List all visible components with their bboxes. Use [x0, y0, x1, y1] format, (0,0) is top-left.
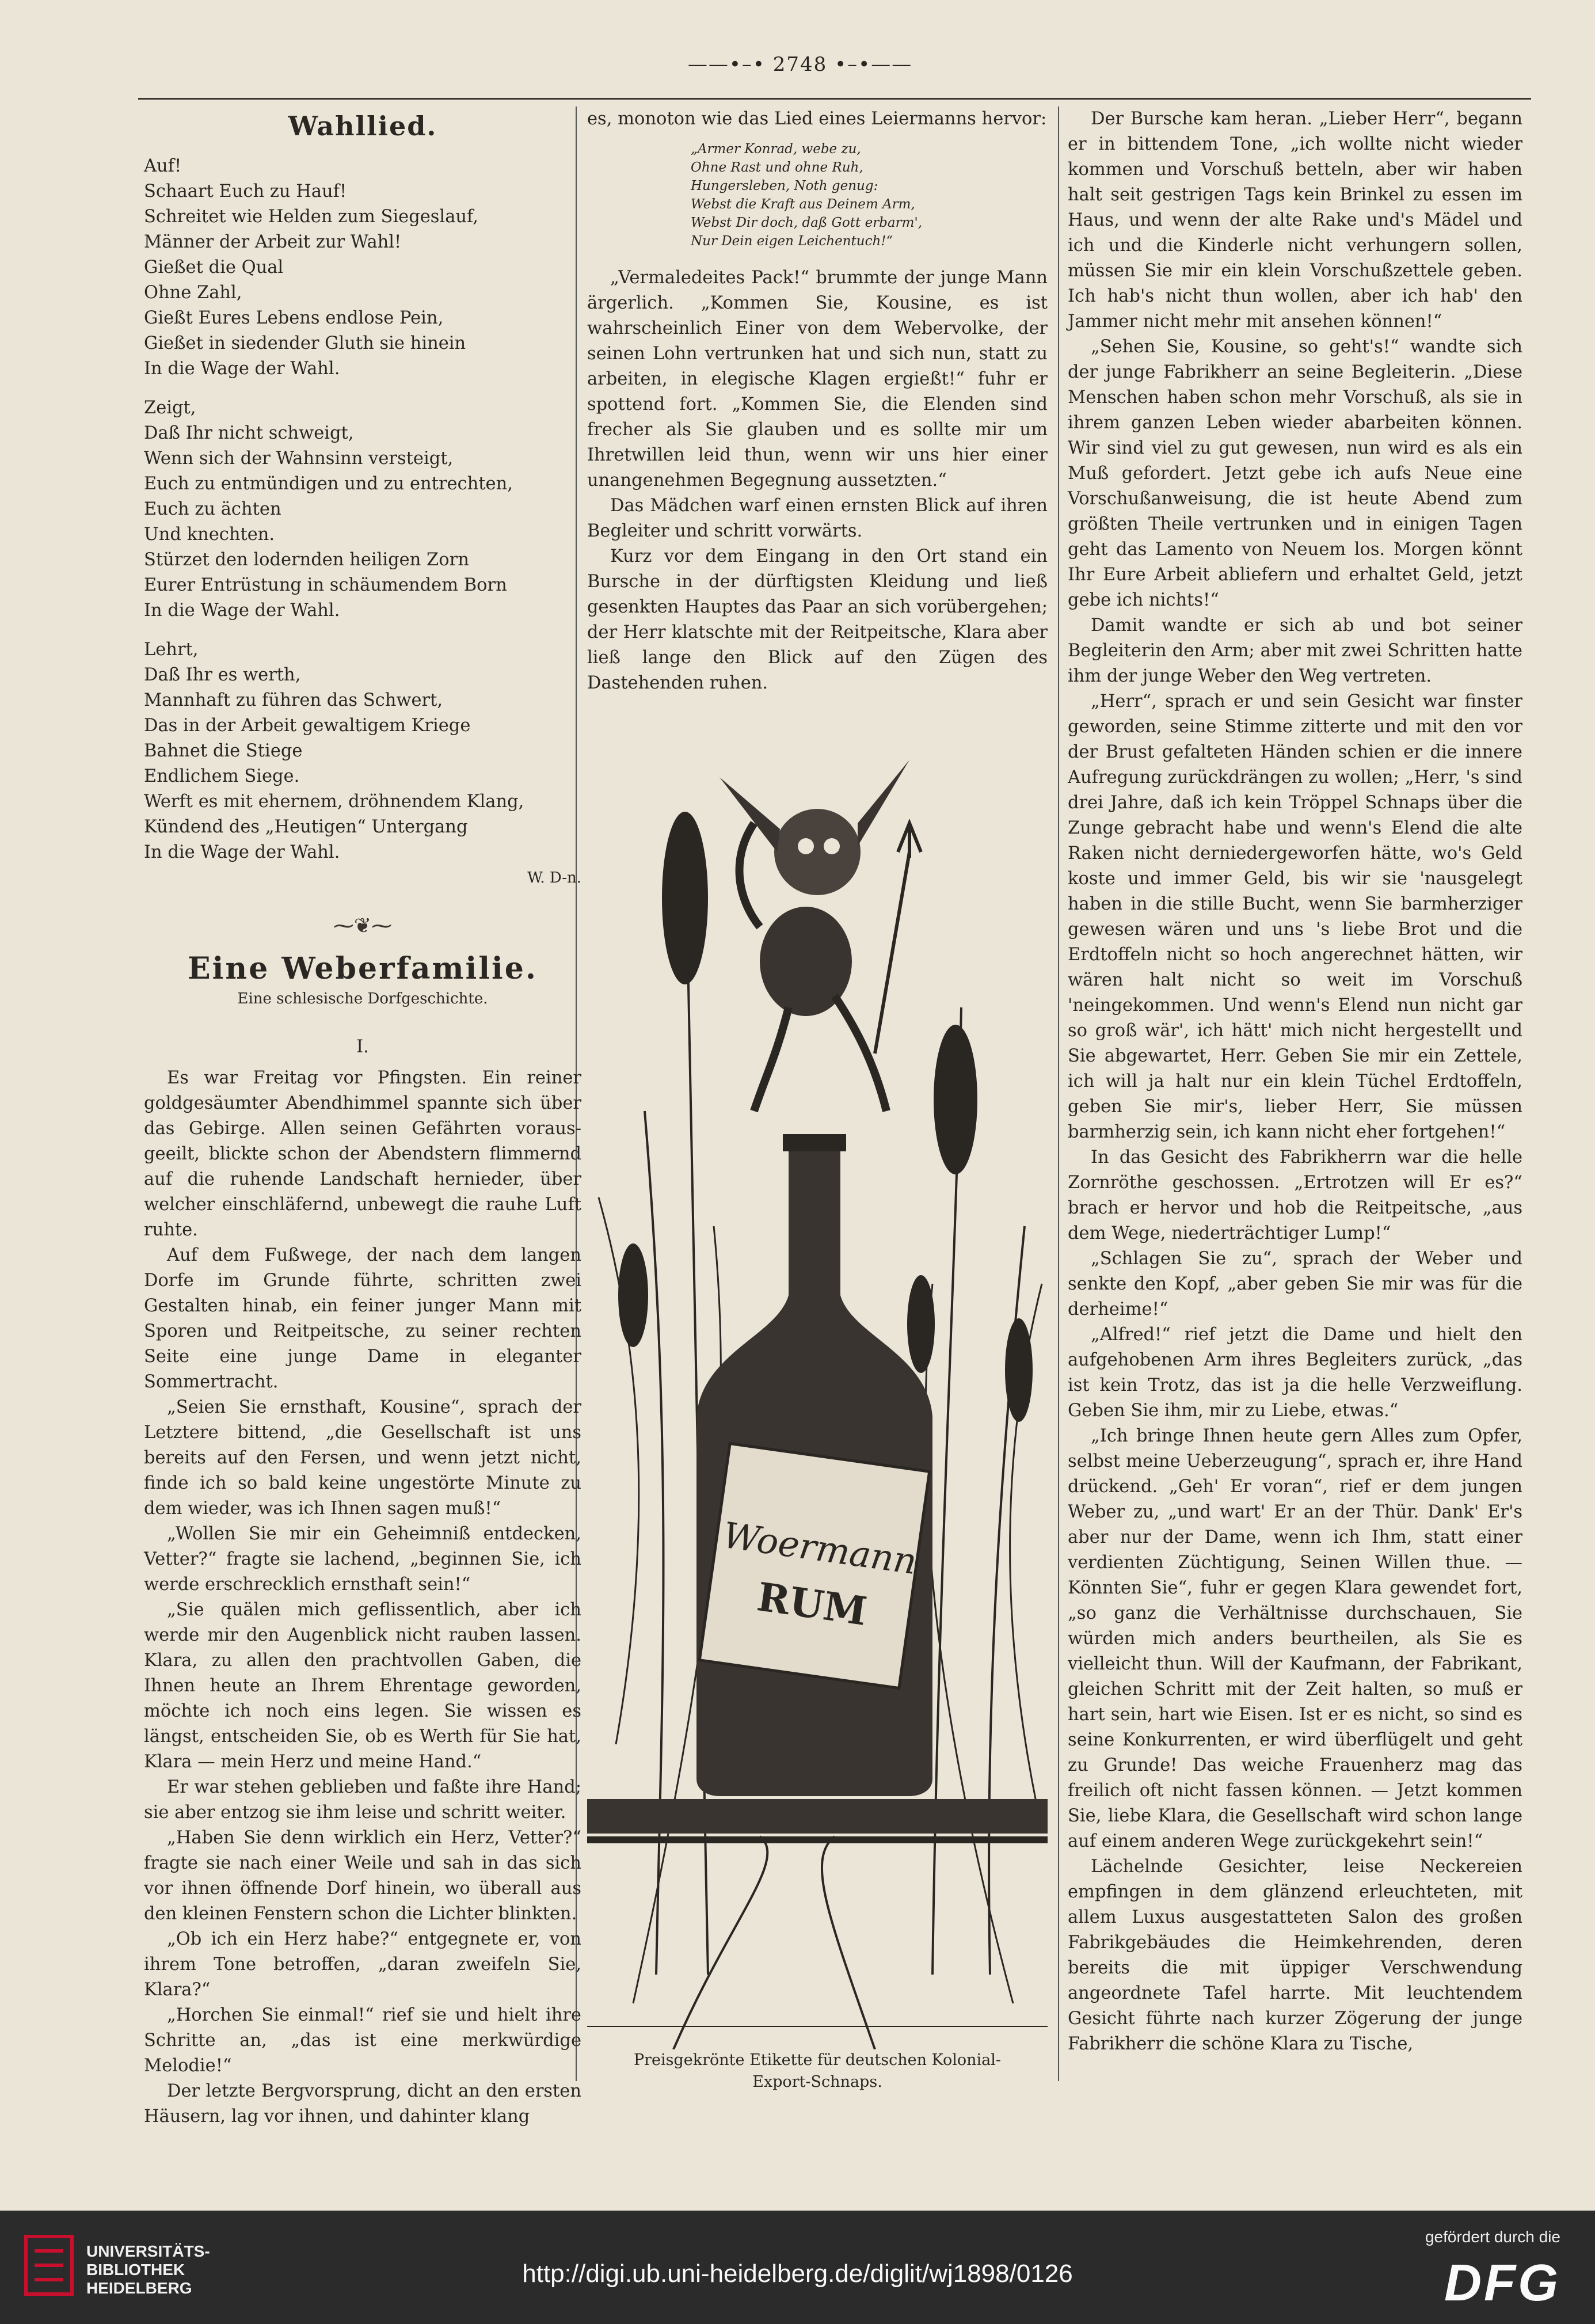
verse-line: Hungersleben, Noth genug:	[691, 178, 878, 193]
poem-line: Schreitet wie Helden zum Siegeslauf,	[144, 207, 478, 227]
story-paragraph: Es war Freitag vor Pfingsten. Ein reiner goldgesäumter Abendhimmel spannte sich über das Gebirge. Allen seinen Gefährten voraus-geeilt, blickte schon der Abendstern flimmernd auf die ruhende Landschaft hernieder, über welcher einschläfernd, unbewegt die rauhe Luft ruhte.	[144, 1068, 581, 1240]
poem-line: Endlichem Siege.	[144, 766, 300, 786]
story-paragraph: „Sehen Sie, Kousine, so geht's!“ wandte sich der junge Fabrikherr an seine Begleiterin. „Diese Menschen haben schon mehr Vorschuß, als sie in ihrem ganzen Leben wieder abarbeiten können. Wir sind viel zu gut gewesen, nun wird es als ein Muß gefordert. Jetzt gebe ich aufs Neue eine Vorschußanweisung, die ist heute Abend zum größten Theile vertrunken und in einigen Tagen geht das Lamento von Neuem los. Morgen könnt Ihr Eure Arbeit abliefern und erhaltet Geld, jetzt gebe ich nichts!“	[1068, 337, 1522, 610]
poem-signature: W. D-n.	[527, 869, 581, 887]
poem-stanza	[144, 154, 581, 382]
funded-by-label: gefördert durch die	[1425, 2228, 1560, 2246]
poem-line: In die Wage der Wahl.	[144, 842, 340, 862]
reed-leaf	[926, 1284, 1013, 2003]
story-paragraph: „Sie quälen mich geflissentlich, aber ich werde mir den Augenblick nicht rauben lassen. Klara, zu allen den prachtvollen Gaben, die Ihnen heute an Ihrem Ehrentage geworden, möchte ich noch eins legen. Sie wissen es längst, entscheiden Sie, ob es Werth für Sie hat, Klara — mein Herz und meine Hand.“	[144, 1600, 581, 1772]
story-paragraph: es, monoton wie das Lied eines Leiermanns hervor:	[587, 109, 1047, 129]
story-text-col2	[587, 265, 1048, 696]
institution-line: BIBLIOTHEK	[86, 2261, 185, 2279]
flourish-ornament: ⁓❦⁓	[333, 914, 393, 938]
poem-line: Kündend des „Heutigen“ Untergang	[144, 817, 468, 837]
story-paragraph: „Schlagen Sie zu“, sprach der Weber und senkte den Kopf, „aber geben Sie mir was für die derheime!“	[1068, 1249, 1522, 1319]
bottle-devil-illustration	[587, 708, 1048, 2049]
story-paragraph: Er war stehen geblieben und faßte ihre Hand; sie aber entzog sie ihm leise und schritt weiter.	[144, 1777, 581, 1823]
poem-line: Wenn sich der Wahnsinn versteigt,	[144, 448, 454, 469]
poem-line: Gießet in siedender Gluth sie hinein	[144, 333, 466, 353]
verse-line: Nur Dein eigen Leichentuch!“	[691, 234, 893, 249]
poem-line: Schaart Euch zu Hauf!	[144, 181, 347, 201]
header-rule	[138, 98, 1531, 100]
header-ornament-right: •–•——	[835, 53, 913, 76]
poem-line: In die Wage der Wahl.	[144, 359, 340, 379]
inset-verse	[691, 140, 944, 250]
poem-line: Männer der Arbeit zur Wahl!	[144, 232, 402, 252]
story-paragraph: Damit wandte er sich ab und bot seiner Begleiterin den Arm; aber mit zwei Schritten hatte ihm der junge Weber den Weg vertreten.	[1068, 615, 1522, 686]
bottle-label-brand: Woermann	[720, 1513, 920, 1583]
story-paragraph: „Haben Sie denn wirklich ein Herz, Vetter?“ fragte sie nach einer Weile und sah in das sich vor ihnen öffnende Dorf hinein, wo überall aus den kleinen Fenstern schon die Lichter blinkten.	[144, 1828, 581, 1924]
story-paragraph: „Vermaledeites Pack!“ brummte der junge Mann ärgerlich. „Kommen Sie, Kousine, es ist wahrscheinlich Einer von dem Webervolke, der seinen Lohn vertrunken hat und sich nun, statt zu arbeiten, in elegische Klagen ergießt!“ fuhr er spottend fort. „Kommen Sie, die Elenden sind frecher als Sie glauben und es sollte mir um Ihretwillen leid thun, wenn wir uns hier einer unangenehmen Begegnung aussetzten.“	[587, 268, 1048, 490]
cattail-head	[618, 1243, 648, 1347]
poem-line: Auf!	[144, 156, 182, 176]
story-paragraph: „Ich bringe Ihnen heute gern Alles zum Opfer, selbst meine Ueberzeugung“, sprach er, ihre Hand drückend. „Geh' Er voran“, rief er dem jungen Weber zu, „und wart' Er an der Thür. Dank' Er's aber nur der Dame, wenn ich Ihm, statt einer verdienten Züchtigung, Seinen Willen thue. — Könnten Sie“, fuhr er gegen Klara gewendet fort, „so ganz die Verhältnisse durchschauen, Sie würden mich anders beurtheilen, als Sie es vielleicht thun. Will der Kaufmann, der Fabrikant, gleichen Schritt mit der Zeit halten, so muß er hart sein, hart wie Eisen. Ist er es nicht, so sind es seine Konkurrenten, er wird überflügelt und geht zu Grunde! Das weiche Frauenherz mag das freilich oft nicht fassen können. — Jetzt kommen Sie, liebe Klara, die Gesellschaft wird schon lange auf einem anderen Wege zurückgekehrt sein!“	[1068, 1426, 1522, 1851]
chapter-number: I.	[356, 1037, 369, 1057]
poem-line: Lehrt,	[144, 640, 199, 660]
verse-line: Ohne Rast und ohne Ruh,	[691, 160, 863, 175]
story-paragraph: „Horchen Sie einmal!“ rief sie und hielt ihre Schritte an, „das ist eine merkwürdige Melodie!“	[144, 2005, 581, 2076]
verse-line: Webst die Kraft aus Deinem Arm,	[691, 197, 915, 212]
poem-line: Zeigt,	[144, 398, 196, 418]
bottle-label-product: RUM	[754, 1574, 870, 1635]
column-middle	[587, 106, 1048, 696]
story-paragraph: Kurz vor dem Eingang in den Ort stand ein Bursche in der dürftigsten Kleidung und ließ gesenkten Hauptes das Paar an sich vorübergehen; der Herr klatschte mit der Reitpeitsche, Klara aber ließ lange den Blick auf den Zügen des Dastehenden ruhen.	[587, 546, 1048, 693]
cattail-head	[934, 1025, 977, 1174]
caption-line: Preisgekrönte Etikette für deutschen Kolonial-	[633, 2051, 1002, 2069]
poem-title: Wahllied.	[288, 111, 437, 142]
poem-line: Werft es mit ehernem, dröhnendem Klang,	[144, 792, 524, 812]
story-paragraph: „Alfred!“ rief jetzt die Dame und hielt den aufgehobenen Arm ihres Begleiters zurück, „das ist kein Trotz, das ist ja die helle Verzweiflung. Geben Sie ihm, mir zu Liebe, etwas.“	[1068, 1325, 1522, 1421]
poem-line: In die Wage der Wahl.	[144, 600, 340, 621]
illustration-caption	[587, 2049, 1048, 2093]
rum-bottle	[696, 1134, 932, 1796]
poem-line: Gießt Eures Lebens endlose Pein,	[144, 308, 444, 328]
poem-line: Mannhaft zu führen das Schwert,	[144, 690, 443, 710]
page-header	[679, 53, 921, 76]
dfg-logo: DFG	[1444, 2254, 1560, 2312]
story-title: Eine Weberfamilie.	[188, 951, 538, 986]
cattail-head	[662, 812, 708, 984]
header-ornament-left: ——•–•	[687, 53, 766, 76]
story-paragraph: Auf dem Fußwege, der nach dem langen Dorfe im Grunde führte, schritten zwei Gestalten hinab, ein feiner junger Mann mit Sporen und Reitpeitsche, zu seiner rechten Seite eine junge Dame in eleganter Sommertracht.	[144, 1245, 581, 1392]
institution-line: UNIVERSITÄTS-	[86, 2242, 210, 2260]
story-text-col3	[1068, 106, 1522, 2057]
story-paragraph: „Herr“, sprach er und sein Gesicht war finster geworden, seine Stimme zitterte und mit den vor der Brust gefalteten Händen schien er die innere Aufregung zurückdrängen zu wollen; „Herr, 's sind drei Jahre, daß ich kein Tröppel Schnaps über die Zunge gebracht habe und wenn's Elend die alte Raken nicht derniedergeworfen hätte, wo's Geld koste und immer Geld, bis wir sie 'nausgelegt haben in die stille Bucht, wenn Sie barmherziger gewesen wären und uns 's liebe Brot und die Erdtoffeln nicht so hoch angerechnet hätten, wir wären halt nicht so weit im Vorschuß 'neingekommen. Und wenn's Elend nun nicht gar so groß wär', ich hätt' mich nicht hergestellt und Sie abgewartet, Herr. Geben Sie mir ein Zettele, ich will ja halt nur ein klein Tüchel Erdtoffeln, geben Sie mir's, lieber Herr, Sie müssen barmherzig sein, ich kann nicht eher fortgehen!“	[1068, 691, 1522, 1142]
verse-line: Webst Dir doch, daß Gott erbarm',	[691, 215, 923, 230]
poem-line: Euch zu entmündigen und zu entrechten,	[144, 474, 513, 494]
permalink-url[interactable]: http://digi.ub.uni-heidelberg.de/diglit/wj1898/0126	[522, 2260, 1073, 2288]
column-right	[1068, 106, 1522, 2057]
shelf	[587, 1799, 1048, 1834]
column-divider	[1058, 106, 1059, 2081]
poem-line: Euch zu ächten	[144, 499, 281, 519]
poem-line: Das in der Arbeit gewaltigem Kriege	[144, 716, 471, 736]
poem-line: Gießet die Qual	[144, 257, 284, 277]
reed-stalk	[645, 1111, 664, 1975]
story-paragraph: Der letzte Bergvorsprung, dicht an den ersten Häusern, lag vor ihnen, und dahinter klang	[144, 2081, 581, 2127]
story-subtitle: Eine schlesische Dorfgeschichte.	[237, 990, 488, 1007]
poem-body	[144, 154, 581, 865]
poem-line: Daß Ihr nicht schweigt,	[144, 423, 354, 443]
poem-line: Ohne Zahl,	[144, 283, 242, 303]
story-paragraph: In das Gesicht des Fabrikherrn war die helle Zornröthe geschossen. „Ertrotzen will Er es?“ brach er hervor und hob die Reitpeitsche, „aus dem Wege, niederträchtiger Lump!“	[1068, 1147, 1522, 1243]
devil-figure	[720, 760, 921, 1111]
story-paragraph: Lächelnde Gesichter, leise Neckereien empfingen in dem glänzend erleuchteten, mit allem Luxus ausgestatteten Salon des großen Fabrikgebäudes die Heimkehrenden, deren bereits die mit üppiger Verschwendung angeordnete Tafel harrte. Mit leuchtendem Gesicht führte nach kurzer Zögerung der junge Fabrikherr die schöne Klara zu Tische,	[1068, 1857, 1522, 2054]
caption-line: Export-Schnaps.	[752, 2073, 882, 2091]
cattail-head	[1005, 1318, 1033, 1422]
cattail-head	[907, 1275, 935, 1373]
poem-stanza	[144, 637, 581, 865]
story-paragraph: „Seien Sie ernsthaft, Kousine“, sprach der Letztere bittend, „die Gesellschaft ist uns bereits auf den Fersen, und wenn jetzt nicht, finde ich so bald keine ungestörte Minute zu dem wieder, was ich Ihnen sagen muß!“	[144, 1397, 581, 1519]
page-number: 2748	[772, 53, 828, 76]
poem-stanza	[144, 395, 581, 623]
story-paragraph: „Ob ich ein Herz habe?“ entgegnete er, von ihrem Tone betroffen, „daran zweifeln Sie, Klara?“	[144, 1929, 581, 2000]
column-left	[144, 106, 581, 2129]
story-paragraph: Der Bursche kam heran. „Lieber Herr“, begann er in bittendem Tone, „ich wollte nicht wieder kommen und Vorschuß betteln, aber wir haben halt seit gestrigen Tags kein Brinkel zu essen im Haus, und wenn der alte Rake und's Mädel und ich und die Kinderle nicht verhungern sollen, müssen Sie mir ein klein Vorschußzettele geben. Ich hab's nicht thun wollen, aber ich hab' den Jammer nicht mehr mit ansehen können!“	[1068, 109, 1522, 332]
institution-line: HEIDELBERG	[86, 2279, 192, 2297]
poem-line: Daß Ihr es werth,	[144, 665, 301, 685]
poem-line: Eurer Entrüstung in schäumendem Born	[144, 575, 507, 595]
poem-line: Stürzet den lodernden heiligen Zorn	[144, 550, 469, 570]
poem-line: Und knechten.	[144, 524, 275, 545]
story-paragraph: Das Mädchen warf einen ernsten Blick auf ihren Begleiter und schritt vorwärts.	[587, 496, 1048, 541]
verse-line: „Armer Konrad, webe zu,	[691, 142, 861, 157]
library-footer	[0, 2211, 1595, 2324]
poem-line: Bahnet die Stiege	[144, 741, 303, 761]
story-text-col1	[144, 1066, 581, 2129]
story-paragraph: „Wollen Sie mir ein Geheimniß entdecken, Vetter?“ fragte sie lachend, „beginnen Sie, ich werde erschrecklich ernsthaft sein!“	[144, 1524, 581, 1595]
